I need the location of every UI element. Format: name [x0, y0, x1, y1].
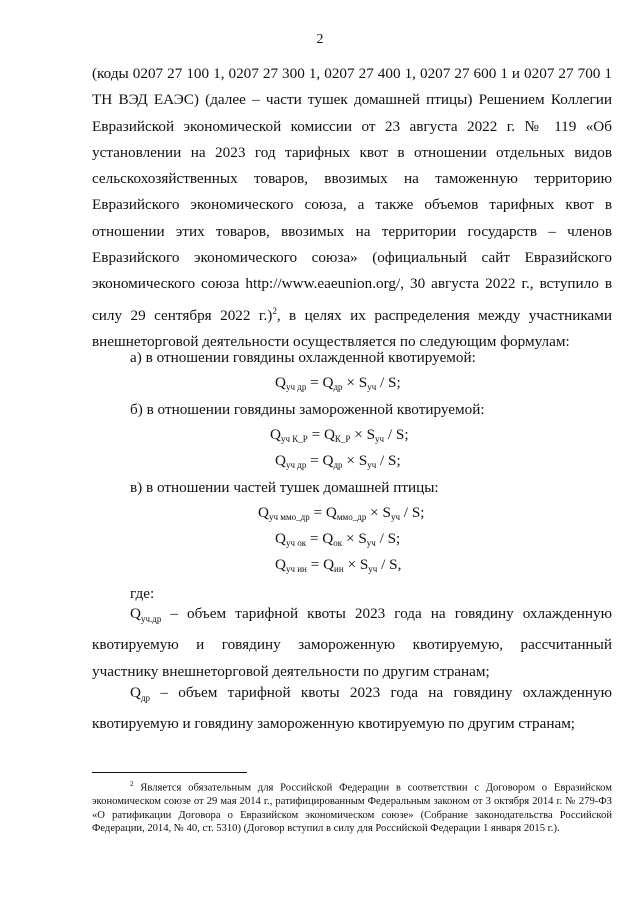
footnote-text: Является обязательным для Российской Федерации в соответствии с Договором о Евразийском экономическом союзе от 29 мая 2014 г., ратифицированным Федеральным законом от 3 октября 2014 г. № 279-ФЗ «О ратификации Договора о Евразийском экономическом союзе» (Собрание законодательства Российской Федерации, 2014, № 40, ст. 5310) (Договор вступил в силу для Российской Федерации 1 января 2015 г.). — [92, 782, 612, 835]
formula-3: $Q_{уч др} = Q_{др} \times S_{уч} / S$; — [275, 452, 401, 470]
formula-2: $Q_{уч К\_Р} = Q_{К\_Р} \times S_{уч} / S$; — [270, 426, 409, 444]
footnote-ref: 2 — [272, 305, 277, 316]
main-text-part1: (коды 0207 27 100 1, 0207 27 300 1, 0207 27 400 1, 0207 27 600 1 и 0207 27 700 1 ТН ВЭД ЕАЭС) (далее – части тушек домашней птицы) Решением Коллегии Евразийской экономической комиссии от 23 августа 2022 г. № 119 «Об установлении на 2023 год тарифных квот в отношении отдельных видов сельскохозяйственных товаров, ввозимых на таможенную территорию Евразийского экономического союза, а также объемов тарифных квот в отношении этих товаров, ввозимых на территории государств – членов Евразийского экономического союза» (официальный сайт Евразийского экономического союза http://www.eaeunion.org/, 30 августа 2022 г., вступило в силу 29 сентября 2022 г.) — [92, 65, 612, 324]
definition-1: $Q_{уч.др}$ – объем тарифной квоты 2023 года на говядину охлажденную квотируемую и говядину замороженную квотируемую, рассчитанный участнику внешнеторговой деятельности по другим странам; — [92, 605, 612, 680]
item-v: в) в отношении частей тушек домашней птицы: — [130, 479, 439, 496]
formula-4: $Q_{уч ммо\_др} = Q_{ммо\_др} \times S_{уч} / S$; — [258, 504, 425, 522]
formula-5: $Q_{уч ок} = Q_{ок} \times S_{уч} / S$; — [275, 530, 401, 548]
main-paragraph — [92, 61, 612, 355]
formula-1: $Q_{уч др} = Q_{др} \times S_{уч} / S$; — [275, 374, 401, 392]
footnote — [92, 778, 612, 836]
main-text-part2: , в целях их распределения между участниками внешнеторговой деятельности осуществляется по следующим формулам: — [92, 306, 613, 351]
footnote-separator — [92, 772, 247, 773]
item-b: б) в отношении говядины замороженной квотируемой: — [130, 401, 485, 418]
where-label: где: — [130, 585, 155, 602]
formula-6: $Q_{уч ин} = Q_{ин} \times S_{уч} / S$, — [275, 556, 402, 574]
definition-2: $Q_{др}$ – объем тарифной квоты 2023 года на говядину охлажденную квотируемую и говядину замороженную квотируемую по другим странам; — [92, 684, 612, 733]
item-a: а) в отношении говядины охлажденной квотируемой: — [130, 349, 476, 366]
footnote-mark: 2 — [130, 780, 134, 788]
page-number: 2 — [316, 32, 324, 47]
